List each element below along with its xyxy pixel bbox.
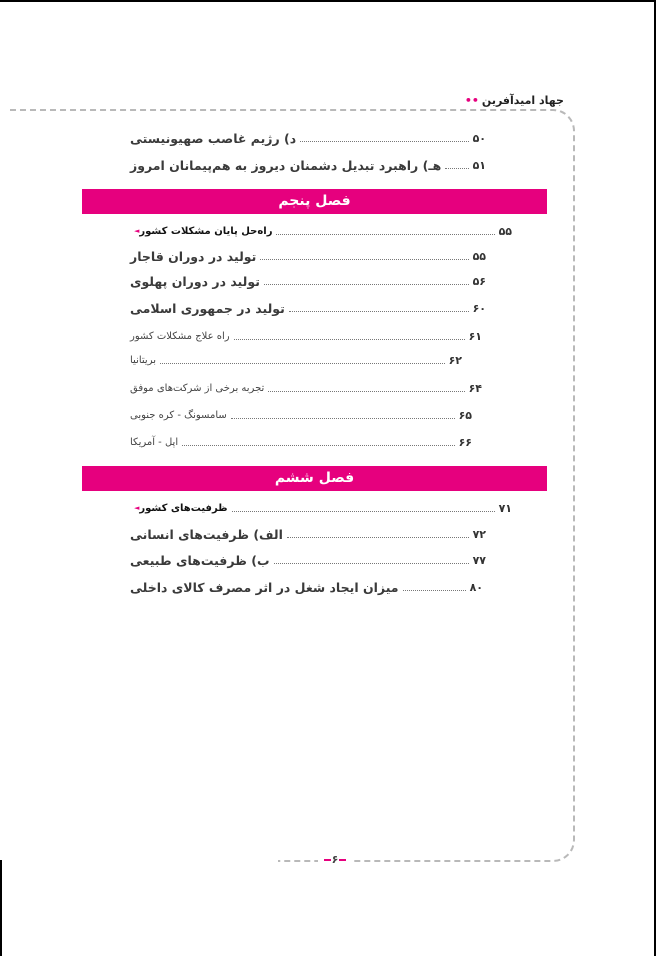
toc-entry[interactable] [130, 523, 486, 545]
toc-entry-page: ۶۴ [468, 381, 482, 395]
toc-entry-title: هـ) راهبرد تبدیل دشمنان دیروز به هم‌پیمانان امروز [130, 157, 442, 173]
toc-entry[interactable] [130, 127, 486, 149]
toc-entry-title: سامسونگ - کره جنوبی [130, 409, 227, 421]
page-number-dash [324, 859, 331, 861]
toc-entry-title: اپل - آمریکا [130, 436, 179, 448]
dot-leader [160, 363, 445, 364]
running-header [465, 94, 564, 107]
toc-entry-page: ۶۱ [468, 329, 482, 343]
toc-subentry[interactable] [130, 431, 472, 453]
toc-subentry[interactable] [130, 349, 462, 371]
dot-leader [287, 537, 469, 538]
toc-entry-title: تجربه برخی از شرکت‌های موفق [130, 382, 265, 394]
dot-leader [264, 284, 469, 285]
toc-entry-title: ظرفیت‌های کشور [139, 502, 228, 514]
toc-entry-title: میزان ایجاد شغل در اثر مصرف کالای داخلی [130, 579, 399, 595]
toc-entry-title: ب) ظرفیت‌های طبیعی [130, 552, 270, 568]
chapter-heading-6: فصل ششم [82, 466, 547, 491]
dot-leader [445, 168, 468, 169]
triangle-marker-icon: ◄ [134, 227, 140, 235]
toc-entry-page: ۵۱ [472, 158, 486, 172]
page-number-value: ۶ [331, 853, 339, 866]
toc-entry-page: ۶۲ [448, 353, 462, 367]
toc-entry-page: ۶۵ [458, 408, 472, 422]
toc-entry-title: بریتانیا [130, 354, 156, 366]
dot-leader [234, 339, 465, 340]
toc-entry[interactable] [130, 549, 486, 571]
page-number-dash [339, 859, 346, 861]
page-number [320, 853, 350, 866]
toc-subentry[interactable] [130, 377, 482, 399]
dot-leader [289, 311, 469, 312]
toc-entry-page: ۶۰ [472, 301, 486, 315]
toc-entry-title: د) رژیم غاصب صهیونیستی [130, 130, 297, 146]
toc-entry-title: راه علاج مشکلات کشور [130, 330, 230, 342]
page-edge-left [0, 860, 2, 956]
toc-entry[interactable] [130, 245, 486, 267]
dot-leader [274, 563, 469, 564]
toc-entry-title: تولید در دوران پهلوی [130, 273, 260, 289]
toc-entry-page: ۷۷ [472, 553, 486, 567]
toc-entry-page: ۷۱ [498, 501, 512, 515]
page-edge-top [0, 0, 656, 2]
dot-leader [231, 418, 455, 419]
dot-leader [268, 391, 464, 392]
dot-leader [403, 590, 466, 591]
chapter-heading-5: فصل پنجم [82, 189, 547, 214]
toc-entry-page: ۶۶ [458, 435, 472, 449]
toc-entry[interactable] [130, 270, 486, 292]
toc-entry-page: ۷۲ [472, 527, 486, 541]
toc-entry-page: ۵۰ [472, 131, 486, 145]
dot-leader [232, 511, 495, 512]
dot-leader [300, 141, 468, 142]
book-title: جهاد امیدآفرین [481, 94, 564, 107]
dot-leader [260, 259, 468, 260]
toc-entry-page: ۸۰ [469, 580, 483, 594]
dot-leader [276, 234, 494, 235]
toc-entry-title: الف) ظرفیت‌های انسانی [130, 526, 283, 542]
toc-entry-page: ۵۵ [472, 249, 486, 263]
toc-entry-title: تولید در جمهوری اسلامی [130, 300, 285, 316]
toc-entry-title: تولید در دوران قاجار [130, 248, 257, 264]
dot-leader [182, 445, 454, 446]
toc-entry[interactable] [130, 154, 486, 176]
toc-subentry[interactable] [130, 325, 482, 347]
toc-entry-page: ۵۵ [498, 224, 512, 238]
toc-section[interactable] [130, 497, 512, 519]
toc-section[interactable] [130, 220, 512, 242]
toc-entry[interactable] [130, 297, 486, 319]
frame-gap [8, 850, 278, 866]
triangle-marker-icon: ◄ [134, 504, 140, 512]
title-dots-icon: •• [464, 94, 479, 107]
toc-entry-title: راه‌حل پایان مشکلات کشور [139, 225, 273, 237]
toc-entry[interactable] [130, 576, 483, 598]
toc-entry-page: ۵۶ [472, 274, 486, 288]
toc-subentry[interactable] [130, 404, 472, 426]
